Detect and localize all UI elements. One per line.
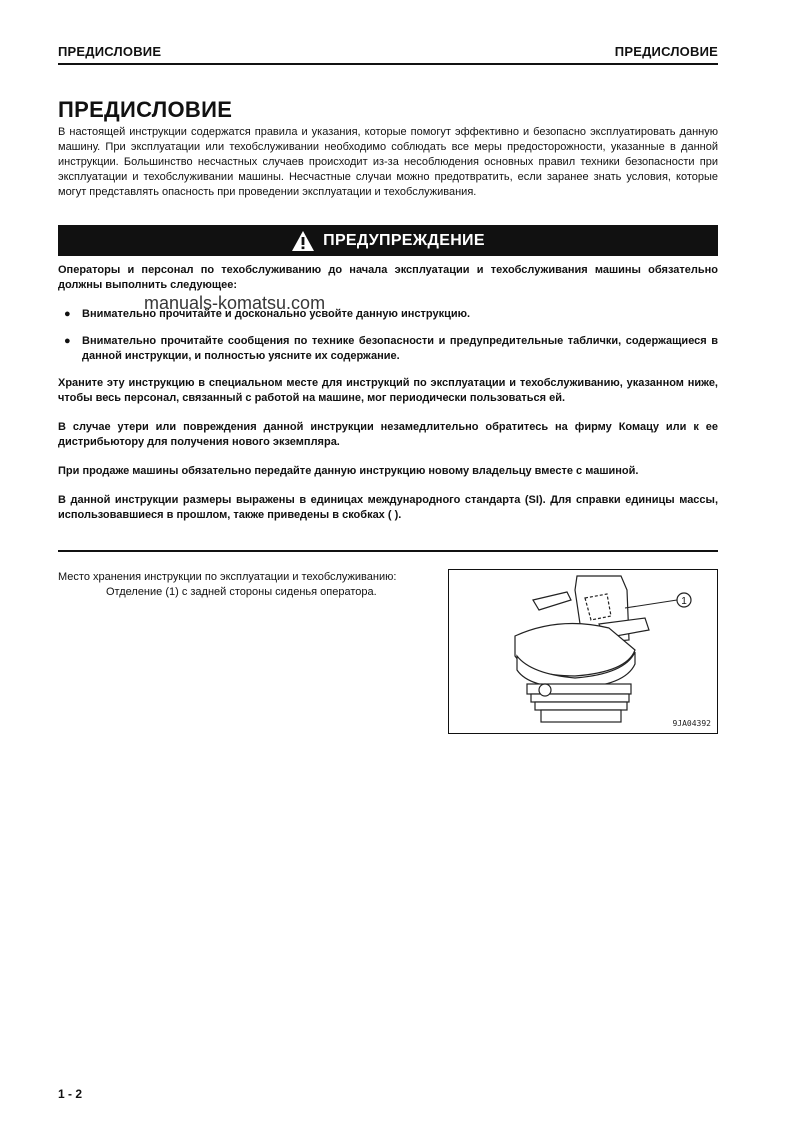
- page-title: ПРЕДИСЛОВИЕ: [58, 97, 233, 122]
- section-rule: [58, 550, 718, 552]
- warning-intro: Операторы и персонал по техобслуживанию до начала эксплуатации и техобслуживания машины обязательно должны выполнить следующее:: [58, 264, 718, 291]
- figure-code: 9JA04392: [672, 719, 711, 728]
- seat-illustration: [449, 570, 717, 733]
- paragraph-units: В данной инструкции размеры выражены в единицах международного стандарта (SI). Для справки единицы массы, использовавшиеся в прошлом, также приведены в скобках ( ).: [58, 494, 718, 521]
- list-item-text: Внимательно прочитайте сообщения по технике безопасности и предупредительные таблички, содержащиеся в данной инструкции, и полностью уясните их содержание.: [82, 335, 718, 362]
- warning-triangle-icon: [291, 230, 315, 252]
- paragraph-sale: При продаже машины обязательно передайте данную инструкцию новому владельцу вместе с машиной.: [58, 465, 639, 477]
- page-number: 1 - 2: [58, 1087, 83, 1101]
- storage-note: [58, 570, 438, 600]
- list-item-text: Внимательно прочитайте и досконально усвойте данную инструкцию.: [82, 308, 471, 320]
- header-rule: [58, 63, 718, 65]
- watermark: manuals-komatsu.com: [144, 293, 326, 313]
- paragraph-loss: В случае утери или повреждения данной инструкции незамедлительно обратитесь на фирму Комацу или к ее дистрибьютору для получения нового экземпляра.: [58, 421, 718, 448]
- running-header-right: ПРЕДИСЛОВИЕ: [614, 44, 718, 59]
- instruction-list: [58, 307, 718, 364]
- intro-paragraph: В настоящей инструкции содержатся правила и указания, которые помогут эффективно и безопасно эксплуатировать данную машину. При эксплуатации или техобслуживании необходимо соблюдать все меры предосторожности, указанные в данной инструкции. Большинство несчастных случаев происходит из-за несоблюдения основных правил техники безопасности при эксплуатации и техобслуживании машины. Несчастные случаи можно предотвратить, если заранее знать условия, которые могут представлять опасность при проведении эксплуатации и техобслуживания.: [58, 126, 718, 198]
- warning-banner: [58, 225, 718, 256]
- seat-figure: [448, 569, 718, 734]
- running-header-left: ПРЕДИСЛОВИЕ: [58, 44, 162, 59]
- list-item: [58, 334, 718, 364]
- bullet-icon: ●: [64, 308, 71, 320]
- storage-line-1: Место хранения инструкции по эксплуатации и техобслуживанию:: [58, 571, 397, 583]
- storage-line-2: Отделение (1) с задней стороны сиденья оператора.: [106, 586, 377, 598]
- figure-callout: 1: [681, 596, 687, 607]
- bullet-icon: ●: [64, 335, 71, 347]
- warning-label: ПРЕДУПРЕЖДЕНИЕ: [323, 231, 485, 249]
- paragraph-storage: Храните эту инструкцию в специальном месте для инструкций по эксплуатации и техобслуживанию, указанном ниже, чтобы весь персонал, связанный с работой на машине, мог периодически пользоваться ей.: [58, 377, 718, 404]
